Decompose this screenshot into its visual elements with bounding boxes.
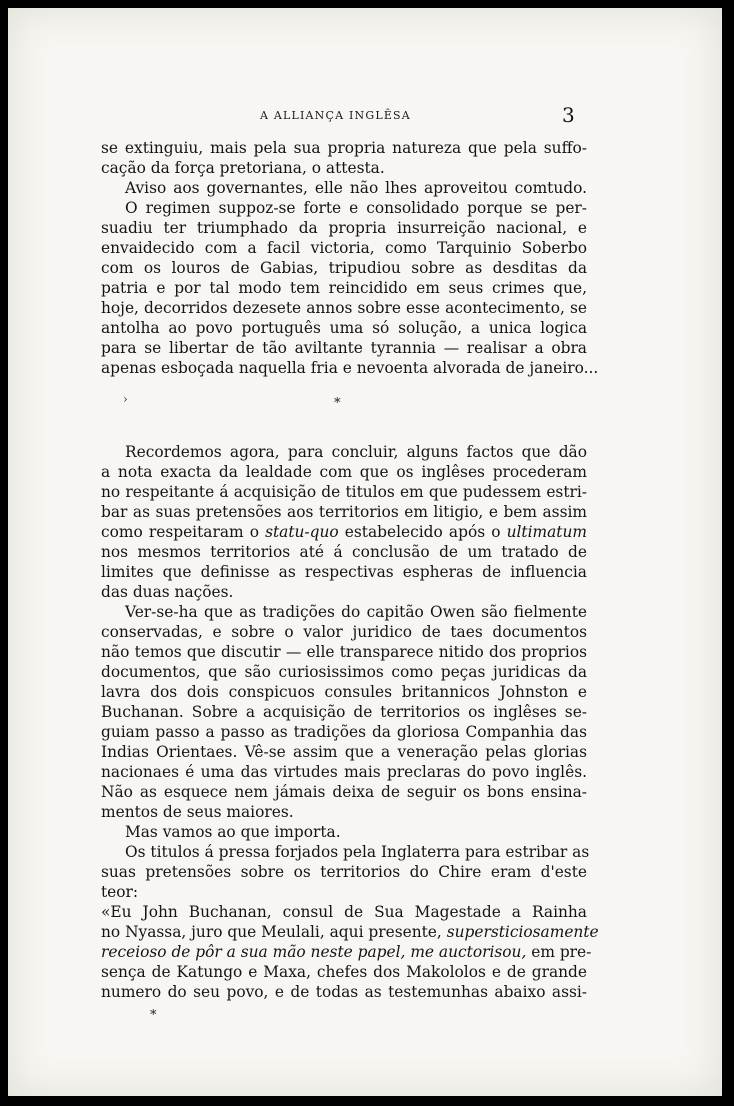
text-line: teor: <box>101 883 139 901</box>
text-line: envaidecido com a facil victoria, como Tarquinio Soberbo <box>101 239 587 257</box>
page-number: 3 <box>562 103 575 127</box>
running-title: A ALLIANÇA INGLÊSA <box>260 109 411 122</box>
text-line-with-italics <box>101 522 587 542</box>
text-line: no respeitante á acquisição de titulos em que pudessem estri- <box>101 483 587 501</box>
text-line: Mas vamos ao que importa. <box>125 823 341 841</box>
italic-phrase: receioso de pôr a sua mão neste papel, me auctorisou, <box>101 943 527 961</box>
text-line: mentos de seus maiores. <box>101 803 294 821</box>
text-line: O regimen suppoz-se forte e consolidado porque se per- <box>125 199 587 217</box>
text-line: para se libertar de tão aviltante tyrannia — realisar a obra <box>101 339 587 357</box>
text-span: estabelecido após o <box>338 523 507 541</box>
italic-term: ultimatum <box>506 523 587 541</box>
text-line: com os louros de Gabias, tripudiou sobre as desditas da <box>101 259 587 277</box>
text-line-with-italics <box>101 922 599 942</box>
text-line: sença de Katungo e Maxa, chefes dos Makololos e de grande <box>101 963 587 981</box>
text-line: «Eu John Buchanan, consul de Sua Magestade a Rainha <box>101 903 587 921</box>
text-line: limites que definisse as respectivas espheras de influencia <box>101 563 587 581</box>
text-line: conservadas, e sobre o valor juridico de taes documentos <box>101 623 587 641</box>
section-break-asterisk: * <box>334 396 341 411</box>
text-line: Os titulos á pressa forjados pela Inglaterra para estribar as <box>125 843 590 861</box>
running-header <box>8 105 722 129</box>
text-line: se extinguiu, mais pela sua propria natureza que pela suffo- <box>101 139 587 157</box>
text-line: cação da força pretoriana, o attesta. <box>101 159 385 177</box>
text-line: nos mesmos territorios até á conclusão de um tratado de <box>101 543 587 561</box>
text-line: Indias Orientaes. Vê-se assim que a veneração pelas glorias <box>101 743 587 761</box>
text-span: como respeitaram o <box>101 523 266 541</box>
text-line: apenas esboçada naquella fria e nevoenta alvorada de janeiro... <box>101 359 599 377</box>
text-line: Aviso aos governantes, elle não lhes aproveitou comtudo. <box>125 179 587 197</box>
footer-asterisk: * <box>150 1008 157 1023</box>
text-line: Buchanan. Sobre a acquisição de territorios os inglêses se- <box>101 703 587 721</box>
text-line: bar as suas pretensões aos territorios em litigio, e bem assim <box>101 503 587 521</box>
text-line: hoje, decorridos dezesete annos sobre esse acontecimento, se <box>101 299 587 317</box>
book-page <box>8 8 722 1096</box>
text-line: suas pretensões sobre os territorios do Chire eram d'este <box>101 863 587 881</box>
text-line: patria e por tal modo tem reincidido em seus crimes que, <box>101 279 587 297</box>
text-line: Não as esquece nem jámais deixa de seguir os bons ensina- <box>101 783 587 801</box>
text-line: das duas nações. <box>101 583 234 601</box>
italic-phrase: supersticiosamente <box>446 923 599 941</box>
text-line: não temos que discutir — elle transparece nitido dos proprios <box>101 643 587 661</box>
text-line: Recordemos agora, para concluir, alguns factos que dão <box>125 443 587 461</box>
text-line: documentos, que são curiosissimos como peças juridicas da <box>101 663 587 681</box>
text-line-with-italics <box>101 942 592 962</box>
text-span: no Nyassa, juro que Meulali, aqui presente, <box>101 923 447 941</box>
text-line: nacionaes é uma das virtudes mais preclaras do povo inglês. <box>101 763 587 781</box>
text-line: guiam passo a passo as tradições da gloriosa Companhia das <box>101 723 587 741</box>
margin-mark: › <box>123 392 128 406</box>
italic-term: statu-quo <box>265 523 339 541</box>
text-line: numero do seu povo, e de todas as testemunhas abaixo assi- <box>101 983 587 1001</box>
text-line: Ver-se-ha que as tradições do capitão Owen são fielmente <box>125 603 587 621</box>
text-line: lavra dos dois conspicuos consules britannicos Johnston e <box>101 683 587 701</box>
text-line: suadiu ter triumphado da propria insurreição nacional, e <box>101 219 587 237</box>
text-line: antolha ao povo português uma só solução, a unica logica <box>101 319 587 337</box>
text-line: a nota exacta da lealdade com que os inglêses procederam <box>101 463 587 481</box>
text-span: em pre- <box>526 943 592 961</box>
